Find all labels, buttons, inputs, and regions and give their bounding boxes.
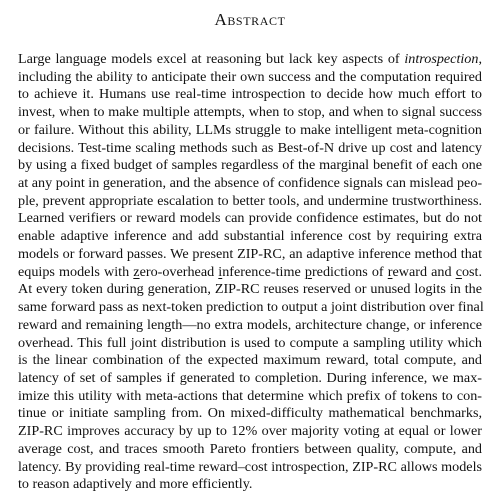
abstract-line [18,86,482,104]
text-run: or failure. Without this ability, LLMs struggle to make intelligent meta-cognition [18,121,482,138]
acronym-letter: z [133,263,140,280]
text-run: redictions of [311,263,388,280]
text-run: , [478,51,482,67]
text-run: enable adaptive inference and add substantial inference cost by requiring extra [18,228,482,245]
text-run: At every token during generation, ZIP-RC reuses reserved or unused logits in the [18,281,482,298]
abstract-line [18,423,482,441]
text-run: invest, when to make multiple attempts, when to stop, and when to signal success [18,104,482,121]
abstract-line [18,352,482,370]
text-run: decisions. Test-time scaling methods such as Best-of-N drive up cost and latency [18,139,482,156]
acronym-letter: i [218,263,223,280]
abstract-line [18,193,482,211]
abstract-line [18,335,482,353]
text-run: at any point in generation, and the absence of confidence signals can mislead peo- [18,175,483,192]
acronym-letter: p [304,263,312,280]
text-run: to achieve it. Humans use real-time introspection to decide how much effort to [18,86,482,103]
acronym-letter: r [387,263,393,280]
text-run: to reason adaptively and more efficiently. [18,476,253,493]
text-run: by using a fixed budget of samples regardless of the marginal benefit of each one [18,157,482,174]
text-run: average cost, and traces smooth Pareto frontiers between quality, compute, and [18,440,482,457]
text-run: same forward pass as next-token prediction to output a joint distribution over final [18,299,484,316]
abstract-line [18,459,482,477]
abstract-body [18,51,482,494]
text-run: latency of set of samples if generated to completion. During inference, we max- [18,369,482,386]
abstract-line [18,157,482,175]
acronym-letter: c [455,263,462,280]
text-run: tinue or initiate sampling from. On mixed-difficulty mathematical benchmarks, [18,405,482,422]
abstract-line [18,317,482,335]
abstract-line [18,370,482,388]
text-run: Learned verifiers or reward models can provide confidence estimates, but do not [18,210,482,227]
abstract-line [18,175,482,193]
abstract-line [18,210,482,228]
abstract-line [18,228,482,246]
abstract-line [18,246,482,264]
text-run: imize this utility with meta-actions that determine which prefix of tokens to con- [18,387,482,404]
abstract-line [18,264,482,282]
abstract-line [18,388,482,406]
text-run: including the ability to anticipate their own success and the computation required [18,68,482,85]
text-run: ZIP-RC improves accuracy by up to 12% over majority voting at equal or lower [18,423,482,440]
abstract-line [18,140,482,158]
text-run: ost. [461,263,483,280]
abstract-line [18,405,482,423]
text-run: is the linear combination of the expected maximum reward, total compute, and [18,352,482,369]
text-run: overhead. This full joint distribution is used to compute a sampling utility which [18,334,482,351]
italic-term: introspection [404,51,479,67]
text-run: eward and [392,263,456,280]
text-run: ple, prevent appropriate escalation to better tools, and undermine trustworthiness. [18,192,482,209]
abstract-line [18,69,482,87]
abstract-line [18,51,482,69]
text-run: reward and remaining length—no extra models, architecture change, or inference [18,316,482,333]
text-run: Large language models excel at reasoning but lack key aspects of [18,51,405,67]
abstract-line [18,476,482,494]
text-run: models or forward passes. We present ZIP-RC, an adaptive inference method that [18,245,482,262]
abstract-line [18,441,482,459]
text-run: latency. By providing real-time reward–cost introspection, ZIP-RC allows models [18,458,482,475]
abstract-line [18,104,482,122]
text-run: nference-time [222,263,305,280]
abstract-line [18,281,482,299]
abstract-line [18,299,482,317]
text-run: equips models with [18,263,134,280]
text-run: ero-overhead [139,263,219,280]
abstract-line [18,122,482,140]
abstract-heading: Abstract [214,10,286,29]
